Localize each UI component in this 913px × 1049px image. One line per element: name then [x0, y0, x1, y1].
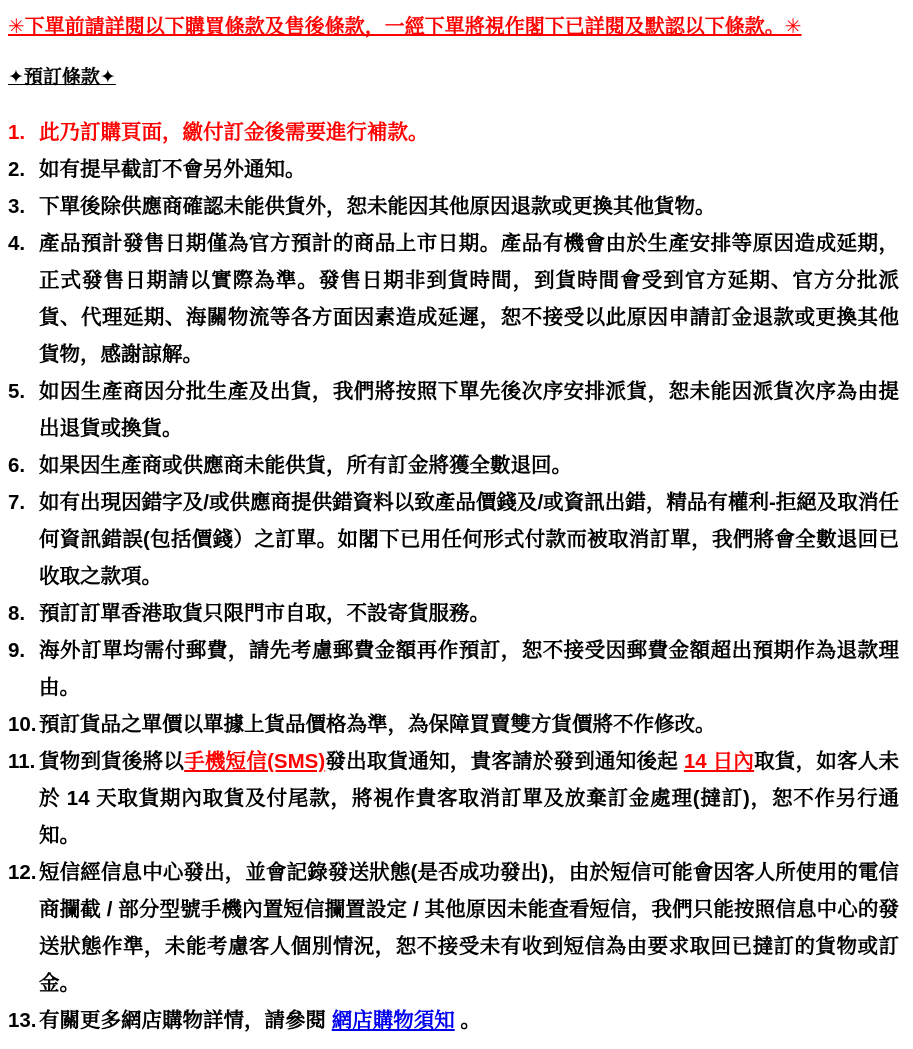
term-text-segment: 如因生產商因分批生產及出貨，我們將按照下單先後次序安排派貨，恕未能因派貨次序為由提出退貨或換貨。 [39, 380, 899, 440]
term-text [39, 706, 899, 743]
term-text [39, 595, 899, 632]
term-text-segment: 如果因生產商或供應商未能供貨，所有訂金將獲全數退回。 [39, 454, 572, 477]
term-text-segment: 手機短信(SMS) [184, 750, 326, 773]
term-text-segment: 有關更多網店購物詳情，請參閱 [39, 1009, 332, 1032]
term-text-segment: 。 [454, 1009, 481, 1032]
term-text [39, 1002, 899, 1039]
terms-list [8, 114, 899, 1039]
term-text [39, 188, 899, 225]
term-text [39, 484, 899, 595]
term-text [39, 632, 899, 706]
term-item [8, 632, 899, 706]
term-item [8, 743, 899, 854]
term-text [39, 854, 899, 1002]
term-item [8, 1002, 899, 1039]
term-text-segment: 下單後除供應商確認未能供貨外，恕未能因其他原因退款或更換其他貨物。 [39, 195, 716, 218]
term-number: 7. [8, 491, 26, 514]
term-number: 4. [8, 232, 26, 255]
term-text [39, 447, 899, 484]
term-text [39, 151, 899, 188]
term-text-segment: 預訂貨品之單價以單據上貨品價格為準，為保障買賣雙方貨價將不作修改。 [39, 713, 716, 736]
term-number: 2. [8, 158, 26, 181]
term-number: 8. [8, 602, 26, 625]
term-number: 3. [8, 195, 26, 218]
term-text-segment: 短信經信息中心發出，並會記錄發送狀態(是否成功發出)，由於短信可能會因客人所使用的電信商攔截 / 部分型號手機內置短信攔置設定 / 其他原因未能查看短信，我們只能按照信息中心的發送狀態作準，未能考慮客人個別情況，恕不接受未有收到短信為由要求取回已撻訂的貨物或訂金。 [39, 861, 899, 995]
section-title-preorder-terms: ✦預訂條款✦ [8, 67, 116, 88]
term-item [8, 188, 899, 225]
term-number: 12. [8, 861, 37, 884]
term-text-segment: 如有提早截訂不會另外通知。 [39, 158, 306, 181]
term-number: 13. [8, 1009, 37, 1032]
term-number: 11. [8, 750, 36, 773]
term-item [8, 225, 899, 373]
term-text-segment: 海外訂單均需付郵費，請先考慮郵費金額再作預訂，恕不接受因郵費金額超出預期作為退款理由。 [39, 639, 899, 699]
term-text-segment: 此乃訂購頁面，繳付訂金後需要進行補款。 [39, 121, 429, 144]
store-shopping-notice-link[interactable]: 網店購物須知 [331, 1009, 455, 1032]
term-item [8, 484, 899, 595]
header-notice: ✳下單前請詳閱以下購買條款及售後條款，一經下單將視作閣下已詳閱及默認以下條款。✳ [8, 16, 802, 38]
term-text-segment: 預訂訂單香港取貨只限門市自取，不設寄貨服務。 [39, 602, 490, 625]
term-item [8, 595, 899, 632]
term-item [8, 706, 899, 743]
term-text-segment: 14 日內 [683, 750, 755, 773]
term-number: 5. [8, 380, 26, 403]
term-text [39, 225, 899, 373]
term-text-segment: 如有出現因錯字及/或供應商提供錯資料以致產品價錢及/或資訊出錯，精品有權利-拒絕及取消任何資訊錯誤(包括價錢）之訂單。如閣下已用任何形式付款而被取消訂單，我們將會全數退回已收取之款項。 [39, 491, 899, 588]
term-number: 9. [8, 639, 26, 662]
term-number: 10. [8, 713, 37, 736]
term-text-segment: 發出取貨通知，貴客請於發到通知後起 [325, 750, 684, 773]
term-text-segment: 取貨，如客人未於 14 天取貨期內取貨及付尾款，將視作貴客取消訂單及放棄訂金處理(撻訂)，恕不作另行通知。 [39, 750, 900, 847]
term-item [8, 151, 899, 188]
term-text-segment: 貨物到貨後將以 [39, 750, 185, 773]
term-item [8, 854, 899, 1002]
term-item [8, 114, 899, 151]
term-number: 1. [8, 121, 26, 144]
term-text [39, 114, 899, 151]
term-item [8, 447, 899, 484]
term-text [39, 743, 899, 854]
term-text-segment: 產品預計發售日期僅為官方預計的商品上市日期。產品有機會由於生產安排等原因造成延期，正式發售日期請以實際為準。發售日期非到貨時間，到貨時間會受到官方延期、官方分批派貨、代理延期、海關物流等各方面因素造成延遲，恕不接受以此原因申請訂金退款或更換其他貨物，感謝諒解。 [39, 232, 899, 366]
term-number: 6. [8, 454, 26, 477]
term-text [39, 373, 899, 447]
term-item [8, 373, 899, 447]
